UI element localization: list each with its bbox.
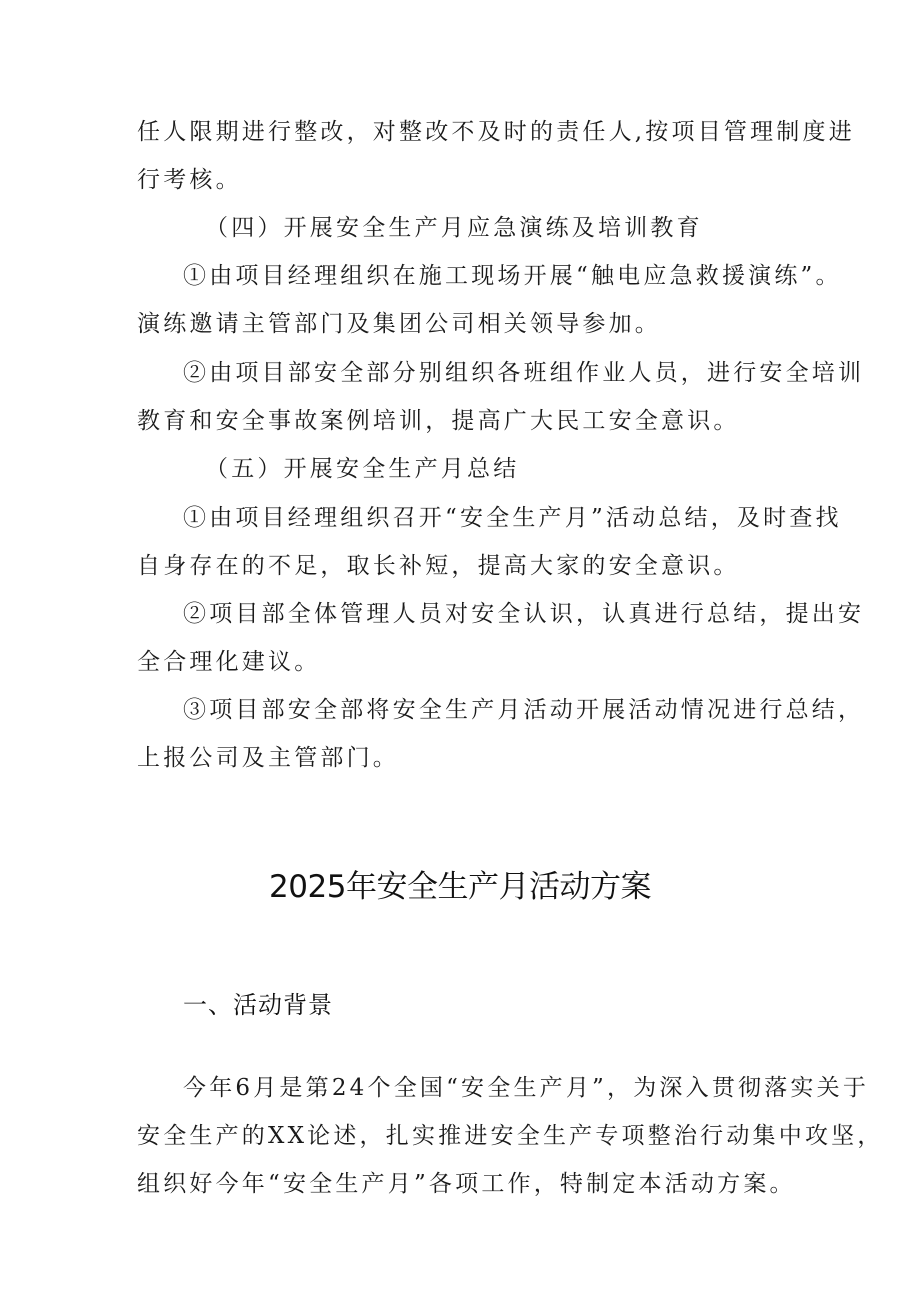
paragraph-line: 组织好今年“安全生产月”各项工作，特制定本活动方案。 bbox=[137, 1171, 796, 1197]
paragraph-line: 安全生产的XX论述，扎实推进安全生产专项整治行动集中攻坚， bbox=[137, 1123, 884, 1149]
subsection-heading-five: （五）开展安全生产月总结 bbox=[205, 456, 520, 482]
paragraph-line: 行考核。 bbox=[137, 167, 242, 193]
paragraph-line: ②由项目部安全部分别组织各班组作业人员，进行安全培训 bbox=[183, 360, 865, 386]
paragraph-line: 演练邀请主管部门及集团公司相关领导参加。 bbox=[137, 311, 661, 337]
paragraph-line: ①由项目经理组织在施工现场开展“触电应急救援演练”。 bbox=[183, 263, 842, 289]
document-title: 2025年安全生产月活动方案 bbox=[269, 869, 651, 905]
paragraph-line: 全合理化建议。 bbox=[137, 649, 321, 675]
paragraph-line: ①由项目经理组织召开“安全生产月”活动总结，及时查找 bbox=[183, 505, 842, 531]
section-heading-background: 一、活动背景 bbox=[183, 991, 333, 1019]
paragraph-line: 今年6月是第24个全国“安全生产月”，为深入贯彻落实关于 bbox=[183, 1075, 870, 1101]
paragraph-line: 自身存在的不足，取长补短，提高大家的安全意识。 bbox=[137, 553, 740, 579]
paragraph-line: ③项目部安全部将安全生产月活动开展活动情况进行总结， bbox=[183, 697, 865, 723]
subsection-heading-four: （四）开展安全生产月应急演练及培训教育 bbox=[205, 215, 703, 241]
paragraph-line: 任人限期进行整改，对整改不及时的责任人,按项目管理制度进 bbox=[137, 119, 855, 145]
paragraph-line: 教育和安全事故案例培训，提高广大民工安全意识。 bbox=[137, 408, 740, 434]
paragraph-line: 上报公司及主管部门。 bbox=[137, 745, 399, 771]
paragraph-line: ②项目部全体管理人员对安全认识，认真进行总结，提出安 bbox=[183, 601, 865, 627]
